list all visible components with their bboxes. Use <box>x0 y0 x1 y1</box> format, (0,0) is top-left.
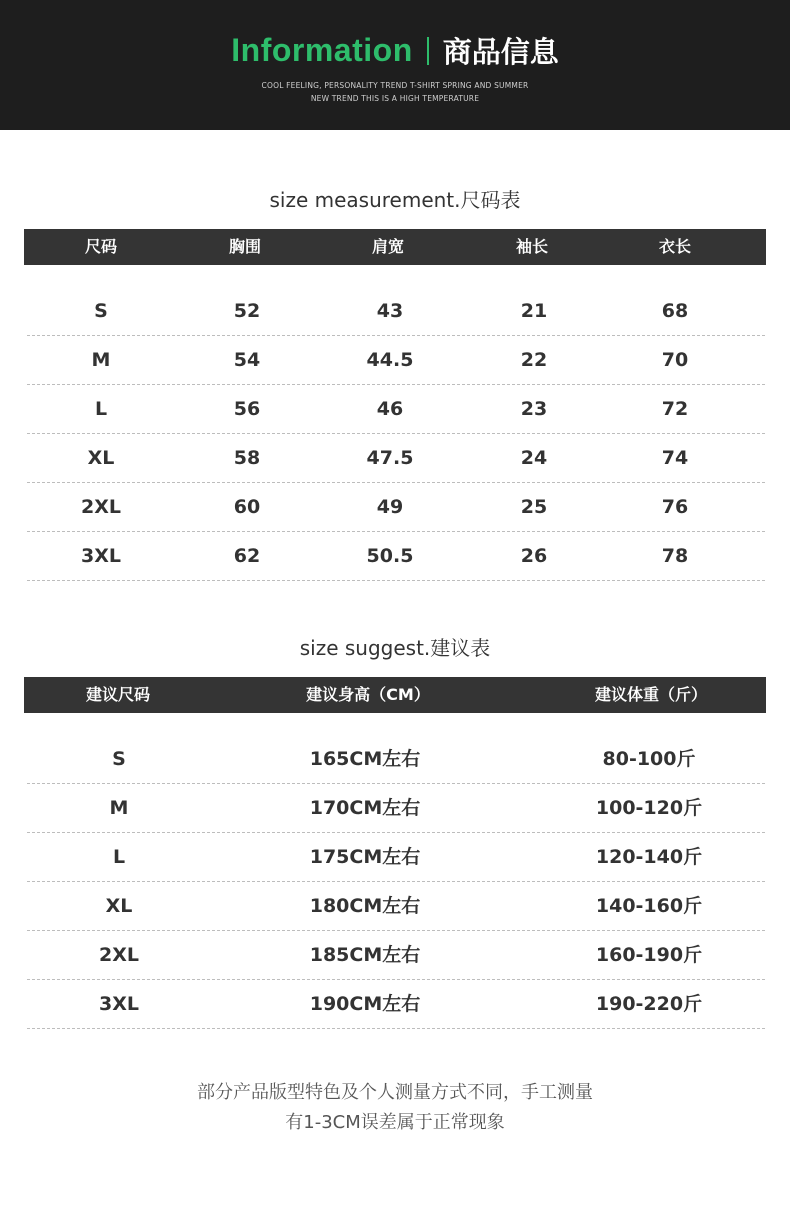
cell-suggest-weight: 140-160斤 <box>595 895 703 917</box>
cell-suggest-size: XL <box>105 895 133 917</box>
header-cell-chest: 胸围 <box>228 237 262 256</box>
header-subtitle <box>0 80 790 105</box>
cell-sleeve: 23 <box>520 398 548 420</box>
cell-suggest-weight: 80-100斤 <box>602 748 696 770</box>
cell-length: 68 <box>661 300 689 322</box>
cell-suggest-size: 3XL <box>99 993 139 1015</box>
cell-sleeve: 26 <box>520 545 548 567</box>
header-cell-sleeve: 袖长 <box>515 237 549 256</box>
cell-chest: 58 <box>233 447 261 469</box>
cell-suggest-size: L <box>112 846 126 868</box>
cell-suggest-weight: 100-120斤 <box>595 797 703 819</box>
table-row <box>27 287 765 336</box>
table-row <box>27 336 765 385</box>
cell-sleeve: 22 <box>520 349 548 371</box>
table-row <box>27 784 765 833</box>
title-chinese: 商品信息 <box>442 35 559 69</box>
note-line-2: 有1-3CM误差属于正常现象 <box>285 1112 505 1133</box>
cell-chest: 60 <box>233 496 261 518</box>
cell-shoulder: 47.5 <box>366 447 414 469</box>
cell-length: 76 <box>661 496 689 518</box>
cell-suggest-weight: 190-220斤 <box>595 993 703 1015</box>
suggest-table-body <box>27 735 765 1029</box>
cell-size: 2XL <box>81 496 121 518</box>
cell-chest: 56 <box>233 398 261 420</box>
cell-suggest-size: M <box>109 797 129 819</box>
cell-suggest-height: 165CM左右 <box>309 748 421 770</box>
cell-suggest-height: 185CM左右 <box>309 944 421 966</box>
cell-length: 70 <box>661 349 689 371</box>
cell-suggest-weight: 160-190斤 <box>595 944 703 966</box>
cell-suggest-height: 190CM左右 <box>309 993 421 1015</box>
header-title <box>0 30 790 71</box>
table-row <box>27 483 765 532</box>
suggest-table-header <box>24 677 766 713</box>
table-row <box>27 735 765 784</box>
cell-suggest-weight: 120-140斤 <box>595 846 703 868</box>
header-cell-shoulder: 肩宽 <box>371 237 405 256</box>
cell-sleeve: 24 <box>520 447 548 469</box>
header-cell-suggest-size: 建议尺码 <box>85 685 151 704</box>
cell-length: 72 <box>661 398 689 420</box>
cell-size: M <box>91 349 111 371</box>
header-cell-length: 衣长 <box>658 237 692 256</box>
table-row <box>27 980 765 1029</box>
cell-suggest-height: 175CM左右 <box>309 846 421 868</box>
subtitle-line-1: COOL FEELING, PERSONALITY TREND T-SHIRT SPRING AND SUMMER <box>261 81 529 90</box>
cell-size: XL <box>87 447 115 469</box>
cell-length: 74 <box>661 447 689 469</box>
measurement-table-body <box>27 287 765 581</box>
measurement-note <box>0 1078 790 1138</box>
cell-chest: 52 <box>233 300 261 322</box>
cell-shoulder: 49 <box>376 496 404 518</box>
cell-suggest-size: S <box>112 748 126 770</box>
cell-shoulder: 43 <box>376 300 404 322</box>
measurement-table-header <box>24 229 766 265</box>
cell-chest: 54 <box>233 349 261 371</box>
table-row <box>27 882 765 931</box>
cell-size: S <box>94 300 108 322</box>
title-english: Information <box>231 32 413 68</box>
table-row <box>27 833 765 882</box>
cell-length: 78 <box>661 545 689 567</box>
cell-shoulder: 50.5 <box>366 545 414 567</box>
cell-chest: 62 <box>233 545 261 567</box>
note-line-1: 部分产品版型特色及个人测量方式不同，手工测量 <box>197 1082 593 1103</box>
cell-sleeve: 21 <box>520 300 548 322</box>
header-cell-suggest-height: 建议身高（CM） <box>306 685 430 704</box>
table-row <box>27 434 765 483</box>
table-row <box>27 532 765 581</box>
cell-suggest-height: 180CM左右 <box>309 895 421 917</box>
cell-shoulder: 44.5 <box>366 349 414 371</box>
measurement-title: size measurement.尺码表 <box>269 188 521 212</box>
cell-size: 3XL <box>81 545 121 567</box>
suggest-title: size suggest.建议表 <box>299 636 491 660</box>
header-banner <box>0 0 790 130</box>
header-cell-size: 尺码 <box>84 237 118 256</box>
header-cell-suggest-weight: 建议体重（斤） <box>594 685 708 704</box>
table-row <box>27 931 765 980</box>
cell-size: L <box>94 398 108 420</box>
title-divider <box>427 37 429 65</box>
subtitle-line-2: NEW TREND THIS IS A HIGH TEMPERATURE <box>310 93 480 103</box>
table-row <box>27 385 765 434</box>
cell-sleeve: 25 <box>520 496 548 518</box>
cell-suggest-size: 2XL <box>99 944 139 966</box>
cell-suggest-height: 170CM左右 <box>309 797 421 819</box>
cell-shoulder: 46 <box>376 398 404 420</box>
